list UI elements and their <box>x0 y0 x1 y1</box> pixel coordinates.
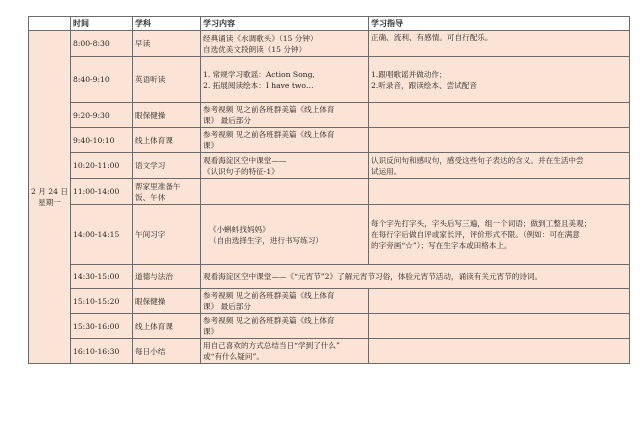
guide-line: 每个字先打字头，字头后写三遍，组一个词语；做到工整且美观； <box>371 219 592 228</box>
content-line: 或“有什么疑问”。 <box>203 352 264 361</box>
content-line: 课》 <box>203 141 219 150</box>
guide-cell <box>369 339 630 364</box>
subject-cell: 眼保健操 <box>133 103 201 128</box>
guide-line: 2.听录音，跟读绘本、尝试配音 <box>371 80 477 90</box>
guide-cell <box>369 289 630 314</box>
content-line: 参考视频 见之前各班群美篇《线上体育 <box>203 105 335 114</box>
table-row <box>29 103 630 128</box>
content-line: 课》 最后部分 <box>203 116 251 125</box>
content-cell <box>201 153 369 179</box>
time-cell: 16:10-16:30 <box>71 339 133 364</box>
subject-cell: 道德与法治 <box>133 265 201 289</box>
subject-cell: 每日小结 <box>133 339 201 364</box>
time-cell: 8:00-8:30 <box>71 31 133 57</box>
subject-cell: 早读 <box>133 31 201 57</box>
content-cell <box>201 103 369 128</box>
header-guide: 学习指导 <box>369 17 630 31</box>
table-row <box>29 128 630 153</box>
schedule-table <box>28 16 630 364</box>
date-line: 2 月 24 日 <box>31 187 68 196</box>
time-cell: 14:30-15:00 <box>71 265 133 289</box>
guide-cell <box>369 103 630 128</box>
content-line: 观看海淀区空中课堂——《“元宵节”2》了解元宵节习俗，体验元宵节活动，诵读有关元宵节的诗词。 <box>203 272 543 281</box>
date-cell <box>29 31 71 364</box>
guide-line: 认识反问句和感叹句，感受这些句子表达的含义。并在生活中尝 <box>371 155 584 165</box>
content-line: （自由选择生字，进行书写练习） <box>209 235 323 245</box>
guide-line: 在每行字后做自评或家长评，评价形式不限。（例如：可在满意 <box>371 230 580 239</box>
guide-line: 正确、流利、有感情。可自行配乐。 <box>371 33 493 42</box>
table-row <box>29 205 630 265</box>
header-subject: 学科 <box>133 17 201 31</box>
time-cell: 15:30-16:00 <box>71 314 133 339</box>
guide-line: 1.跟唱歌谣并做动作； <box>371 69 447 79</box>
content-line: 经典诵读《水调歌头》（15 分钟） <box>203 33 318 43</box>
subject-cell: 语文学习 <box>133 153 201 179</box>
subject-cell: 午间习字 <box>133 205 201 265</box>
content-line: 1. 常规学习歌谣：Action Song, <box>203 69 315 79</box>
guide-cell <box>369 57 630 103</box>
guide-cell <box>369 205 630 265</box>
weekday-line: 星期一 <box>38 198 61 207</box>
content-line: 课》 <box>203 327 219 336</box>
schedule-sheet <box>28 16 629 364</box>
guide-cell <box>369 128 630 153</box>
content-line: 参考视频 见之前各班群美篇《线上体育 <box>203 291 335 300</box>
time-cell: 11:00-14:00 <box>71 179 133 205</box>
content-cell <box>201 265 630 289</box>
time-cell: 15:10-15:20 <box>71 289 133 314</box>
time-cell: 8:40-9:10 <box>71 57 133 103</box>
content-cell <box>201 314 369 339</box>
content-cell <box>201 289 369 314</box>
content-cell <box>201 205 369 265</box>
content-cell <box>201 57 369 103</box>
header-row <box>29 17 630 31</box>
guide-cell <box>369 31 630 57</box>
guide-line: 试运用。 <box>371 166 402 176</box>
content-cell <box>201 31 369 57</box>
subject-cell <box>133 179 201 205</box>
subject-line: 饭、午休 <box>135 192 166 202</box>
content-line: 2. 拓展阅读绘本：I have two… <box>203 80 314 90</box>
guide-cell <box>369 314 630 339</box>
content-cell <box>201 339 369 364</box>
content-line: 《认识句子的特征-1》 <box>203 166 279 176</box>
table-row <box>29 31 630 57</box>
table-row <box>29 265 630 289</box>
content-cell <box>201 179 369 205</box>
content-line: 参考视频 见之前各班群美篇《线上体育 <box>203 316 335 325</box>
table-row <box>29 153 630 179</box>
header-time: 时间 <box>71 17 133 31</box>
time-cell: 10:20-11:00 <box>71 153 133 179</box>
table-row <box>29 314 630 339</box>
header-date <box>29 17 71 31</box>
content-line: 自选优美文段朗读（15 分钟） <box>203 44 307 54</box>
subject-cell: 眼保健操 <box>133 289 201 314</box>
time-cell: 14:00-14:15 <box>71 205 133 265</box>
content-cell <box>201 128 369 153</box>
table-row <box>29 179 630 205</box>
subject-cell: 英语听读 <box>133 57 201 103</box>
guide-cell <box>369 179 630 205</box>
content-line: 观看海淀区空中课堂—— <box>203 155 287 165</box>
table-row <box>29 339 630 364</box>
subject-cell: 线上体育课 <box>133 128 201 153</box>
table-row <box>29 289 630 314</box>
time-cell: 9:40-10:10 <box>71 128 133 153</box>
content-line: 用自己喜欢的方式总结当日“学到了什么” <box>203 341 340 350</box>
content-line: 课》 最后部分 <box>203 302 251 311</box>
subject-line: 帮家里准备午 <box>135 181 181 191</box>
content-line: 《小蝌蚪找妈妈》 <box>209 224 270 234</box>
guide-cell <box>369 153 630 179</box>
guide-line: 的字旁画“☆”）；写在生字本或田格本上。 <box>371 241 512 250</box>
content-line: 参考视频 见之前各班群美篇《线上体育 <box>203 130 335 139</box>
subject-cell: 线上体育课 <box>133 314 201 339</box>
time-cell: 9:20-9:30 <box>71 103 133 128</box>
table-row <box>29 57 630 103</box>
header-content: 学习内容 <box>201 17 369 31</box>
